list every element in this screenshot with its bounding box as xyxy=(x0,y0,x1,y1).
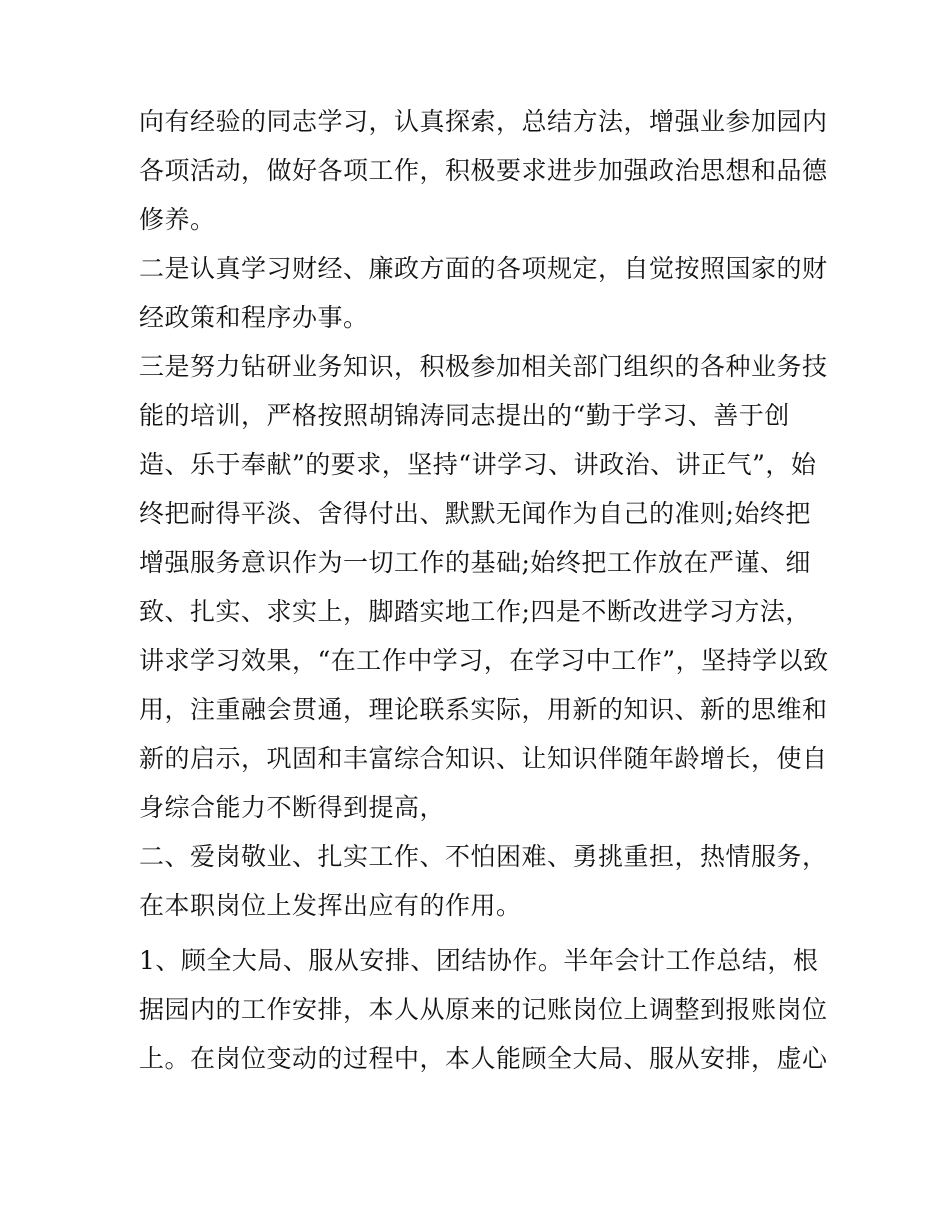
document-body xyxy=(139,97,829,1083)
text-line: 各项活动，做好各项工作，积极要求进步加强政治思想和品德 xyxy=(139,156,828,185)
text-line: 经政策和程序办事。 xyxy=(139,303,369,332)
text-line: 致、扎实、求实上，脚踏实地工作;四是不断改进学习方法， xyxy=(139,597,811,626)
text-line: 新的启示，巩固和丰富综合知识、让知识伴随年龄增长，使自 xyxy=(139,744,828,773)
text-line: 二、爱岗敬业、扎实工作、不怕困难、勇挑重担，热情服务， xyxy=(139,842,828,871)
text-line: 据园内的工作安排，本人从原来的记账岗位上调整到报账岗位 xyxy=(139,995,828,1024)
text-line: 二是认真学习财经、廉政方面的各项规定，自觉按照国家的财 xyxy=(139,254,828,283)
text-line: 1、顾全大局、服从安排、团结协作。半年会计工作总结，根 xyxy=(139,946,819,975)
text-line: 用，注重融会贯通，理论联系实际，用新的知识、新的思维和 xyxy=(139,695,828,724)
text-line: 三是努力钻研业务知识，积极参加相关部门组织的各种业务技 xyxy=(139,352,828,381)
text-line: 身综合能力不断得到提高， xyxy=(139,793,446,822)
text-line: 修养。 xyxy=(139,205,216,234)
text-line: 终把耐得平淡、舍得付出、默默无闻作为自己的准则;始终把 xyxy=(139,499,811,528)
text-line: 在本职岗位上发挥出应有的作用。 xyxy=(139,891,522,920)
text-line: 上。在岗位变动的过程中，本人能顾全大局、服从安排，虚心 xyxy=(139,1044,828,1073)
text-line: 讲求学习效果，“在工作中学习，在学习中工作”，坚持学以致 xyxy=(139,646,829,675)
text-line: 增强服务意识作为一切工作的基础;始终把工作放在严谨、细 xyxy=(139,548,811,577)
text-line: 造、乐于奉献”的要求，坚持“讲学习、讲政治、讲正气”，始 xyxy=(139,450,817,479)
text-line: 能的培训，严格按照胡锦涛同志提出的“勤于学习、善于创 xyxy=(139,401,790,430)
text-line: 向有经验的同志学习，认真探索，总结方法，增强业参加园内 xyxy=(139,107,828,136)
